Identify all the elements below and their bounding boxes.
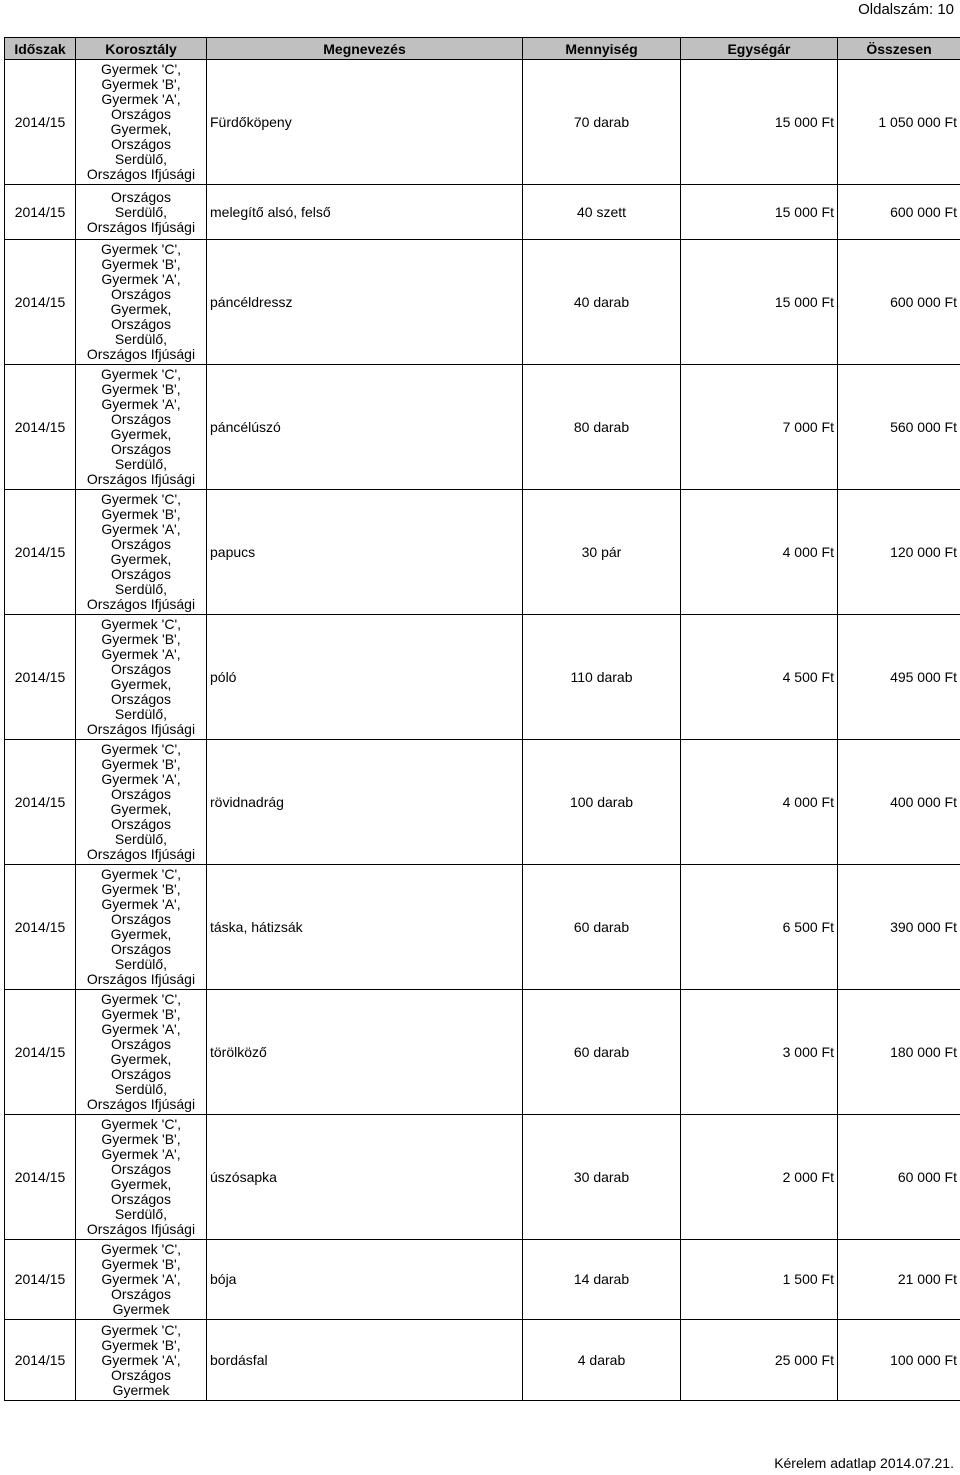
table-row xyxy=(5,365,960,490)
header-total: Összesen xyxy=(838,38,960,60)
age-group-line: Országos xyxy=(111,441,171,457)
total-cell: 100 000 Ft xyxy=(838,1320,960,1401)
table-row xyxy=(5,240,960,365)
age-group-line: Országos Ifjúsági xyxy=(86,1221,196,1237)
age-group-line: Országos Ifjúsági xyxy=(86,846,196,862)
unit-price-cell: 4 500 Ft xyxy=(681,615,838,740)
age-group-line: Gyermek 'A', xyxy=(101,1021,181,1037)
age-group-line: Gyermek, xyxy=(110,926,172,942)
age-group-line: Serdülő, xyxy=(114,456,168,472)
age-group-line: Gyermek 'C', xyxy=(100,1241,182,1257)
age-group-line: Országos xyxy=(111,136,171,152)
age-group-cell xyxy=(76,865,207,990)
total-cell: 400 000 Ft xyxy=(838,740,960,865)
age-group-line: Gyermek 'B', xyxy=(101,76,181,92)
table-row xyxy=(5,740,960,865)
quantity-cell: 4 darab xyxy=(523,1320,681,1401)
total-cell: 120 000 Ft xyxy=(838,490,960,615)
age-group-line: Gyermek 'A', xyxy=(101,771,181,787)
age-group-line: Gyermek 'B', xyxy=(101,506,181,522)
age-group-line: Serdülő, xyxy=(114,581,168,597)
quantity-cell: 40 szett xyxy=(523,185,681,240)
quantity-cell: 30 darab xyxy=(523,1115,681,1240)
age-group-line: Országos xyxy=(111,691,171,707)
header-period: Időszak xyxy=(5,38,76,60)
table-row xyxy=(5,60,960,185)
age-group-line: Gyermek xyxy=(112,1381,170,1398)
quantity-cell: 70 darab xyxy=(523,60,681,185)
age-group-line: Országos Ifjúsági xyxy=(86,596,196,612)
age-group-line: Országos xyxy=(111,911,171,927)
age-group-cell xyxy=(76,1115,207,1240)
age-group-line: Országos Ifjúsági xyxy=(86,971,196,987)
age-group-line: Gyermek 'C', xyxy=(100,741,182,757)
age-group-line: Gyermek 'A', xyxy=(101,1271,181,1287)
footer-text: Kérelem adatlap 2014.07.21. xyxy=(774,1455,954,1471)
age-group-cell xyxy=(76,490,207,615)
age-group-line: Gyermek 'A', xyxy=(101,271,181,287)
age-group-line: Gyermek 'C', xyxy=(100,616,182,632)
age-group-line: Országos xyxy=(111,1161,171,1177)
item-name-cell: papucs xyxy=(207,490,523,615)
age-group-line: Gyermek, xyxy=(110,801,172,817)
age-group-line: Gyermek 'C', xyxy=(100,366,182,382)
age-group-line: Országos Ifjúsági xyxy=(86,471,196,487)
age-group-line: Gyermek, xyxy=(110,121,172,137)
unit-price-cell: 4 000 Ft xyxy=(681,490,838,615)
total-cell: 180 000 Ft xyxy=(838,990,960,1115)
age-group-line: Országos xyxy=(111,1366,171,1383)
item-name-cell: törölköző xyxy=(207,990,523,1115)
age-group-line: Országos xyxy=(111,566,171,582)
total-cell: 60 000 Ft xyxy=(838,1115,960,1240)
table-row xyxy=(5,1115,960,1240)
header-item-name: Megnevezés xyxy=(207,38,523,60)
age-group-line: Gyermek 'B', xyxy=(101,1336,181,1353)
age-group-line: Serdülő, xyxy=(114,203,168,220)
age-group-line: Országos xyxy=(111,1066,171,1082)
header-unit-price: Egységár xyxy=(681,38,838,60)
age-group-line: Országos xyxy=(111,941,171,957)
table-row xyxy=(5,490,960,615)
header-age-group: Korosztály xyxy=(76,38,207,60)
age-group-line: Gyermek 'B', xyxy=(101,1006,181,1022)
header-quantity: Mennyiség xyxy=(523,38,681,60)
age-group-line: Serdülő, xyxy=(114,1206,168,1222)
total-cell: 560 000 Ft xyxy=(838,365,960,490)
period-cell: 2014/15 xyxy=(5,240,76,365)
item-name-cell: páncélúszó xyxy=(207,365,523,490)
table-row xyxy=(5,1320,960,1401)
age-group-cell xyxy=(76,1240,207,1320)
unit-price-cell: 2 000 Ft xyxy=(681,1115,838,1240)
age-group-line: Gyermek 'B', xyxy=(101,881,181,897)
period-cell: 2014/15 xyxy=(5,1320,76,1401)
age-group-line: Országos Ifjúsági xyxy=(86,166,196,182)
total-cell: 1 050 000 Ft xyxy=(838,60,960,185)
unit-price-cell: 4 000 Ft xyxy=(681,740,838,865)
period-cell: 2014/15 xyxy=(5,615,76,740)
age-group-line: Gyermek, xyxy=(110,551,172,567)
table-row xyxy=(5,185,960,240)
age-group-line: Gyermek 'B', xyxy=(101,381,181,397)
age-group-line: Gyermek 'A', xyxy=(101,896,181,912)
age-group-line: Gyermek, xyxy=(110,301,172,317)
age-group-line: Gyermek 'C', xyxy=(100,866,182,882)
period-cell: 2014/15 xyxy=(5,490,76,615)
period-cell: 2014/15 xyxy=(5,865,76,990)
item-name-cell: táska, hátizsák xyxy=(207,865,523,990)
age-group-cell xyxy=(76,60,207,185)
age-group-line: Gyermek, xyxy=(110,1051,172,1067)
age-group-line: Gyermek 'A', xyxy=(101,1146,181,1162)
age-group-line: Gyermek, xyxy=(110,676,172,692)
item-name-cell: bordásfal xyxy=(207,1320,523,1401)
age-group-line: Serdülő, xyxy=(114,956,168,972)
quantity-cell: 40 darab xyxy=(523,240,681,365)
age-group-line: Országos Ifjúsági xyxy=(86,1096,196,1112)
age-group-line: Országos Ifjúsági xyxy=(86,218,196,235)
period-cell: 2014/15 xyxy=(5,740,76,865)
age-group-line: Országos xyxy=(111,411,171,427)
unit-price-cell: 25 000 Ft xyxy=(681,1320,838,1401)
age-group-line: Serdülő, xyxy=(114,831,168,847)
total-cell: 21 000 Ft xyxy=(838,1240,960,1320)
unit-price-cell: 3 000 Ft xyxy=(681,990,838,1115)
age-group-line: Országos xyxy=(111,106,171,122)
age-group-cell xyxy=(76,240,207,365)
total-cell: 600 000 Ft xyxy=(838,240,960,365)
age-group-line: Gyermek 'B', xyxy=(101,756,181,772)
age-group-line: Országos xyxy=(111,786,171,802)
age-group-line: Gyermek 'B', xyxy=(101,1256,181,1272)
age-group-line: Országos xyxy=(111,188,171,205)
age-group-line: Gyermek 'C', xyxy=(100,991,182,1007)
total-cell: 495 000 Ft xyxy=(838,615,960,740)
age-group-line: Országos Ifjúsági xyxy=(86,346,196,362)
quantity-cell: 60 darab xyxy=(523,990,681,1115)
unit-price-cell: 6 500 Ft xyxy=(681,865,838,990)
item-name-cell: páncéldressz xyxy=(207,240,523,365)
item-name-cell: úszósapka xyxy=(207,1115,523,1240)
age-group-line: Serdülő, xyxy=(114,331,168,347)
age-group-line: Gyermek 'A', xyxy=(101,91,181,107)
quantity-cell: 60 darab xyxy=(523,865,681,990)
age-group-line: Országos xyxy=(111,816,171,832)
item-name-cell: Fürdőköpeny xyxy=(207,60,523,185)
equipment-table xyxy=(4,37,960,1401)
age-group-cell xyxy=(76,615,207,740)
age-group-line: Országos xyxy=(111,1036,171,1052)
period-cell: 2014/15 xyxy=(5,365,76,490)
age-group-line: Gyermek, xyxy=(110,1176,172,1192)
table-row xyxy=(5,615,960,740)
item-name-cell: póló xyxy=(207,615,523,740)
age-group-line: Országos xyxy=(111,286,171,302)
age-group-cell xyxy=(76,365,207,490)
age-group-line: Országos Ifjúsági xyxy=(86,721,196,737)
quantity-cell: 80 darab xyxy=(523,365,681,490)
age-group-line: Gyermek 'C', xyxy=(100,241,182,257)
unit-price-cell: 15 000 Ft xyxy=(681,60,838,185)
quantity-cell: 30 pár xyxy=(523,490,681,615)
unit-price-cell: 15 000 Ft xyxy=(681,185,838,240)
age-group-line: Gyermek 'C', xyxy=(100,491,182,507)
age-group-line: Gyermek 'C', xyxy=(100,61,182,77)
age-group-line: Gyermek 'A', xyxy=(101,521,181,537)
unit-price-cell: 7 000 Ft xyxy=(681,365,838,490)
age-group-line: Gyermek 'B', xyxy=(101,631,181,647)
age-group-line: Gyermek 'B', xyxy=(101,256,181,272)
age-group-line: Gyermek 'C', xyxy=(100,1116,182,1132)
period-cell: 2014/15 xyxy=(5,60,76,185)
quantity-cell: 110 darab xyxy=(523,615,681,740)
age-group-line: Országos xyxy=(111,1191,171,1207)
age-group-line: Országos xyxy=(111,316,171,332)
table-row xyxy=(5,990,960,1115)
age-group-line: Országos xyxy=(111,1286,171,1302)
period-cell: 2014/15 xyxy=(5,1115,76,1240)
total-cell: 600 000 Ft xyxy=(838,185,960,240)
item-name-cell: rövidnadrág xyxy=(207,740,523,865)
age-group-line: Országos xyxy=(111,536,171,552)
quantity-cell: 14 darab xyxy=(523,1240,681,1320)
age-group-line: Országos xyxy=(111,661,171,677)
unit-price-cell: 1 500 Ft xyxy=(681,1240,838,1320)
table-row xyxy=(5,865,960,990)
period-cell: 2014/15 xyxy=(5,1240,76,1320)
period-cell: 2014/15 xyxy=(5,185,76,240)
item-name-cell: bója xyxy=(207,1240,523,1320)
age-group-line: Serdülő, xyxy=(114,706,168,722)
age-group-line: Serdülő, xyxy=(114,1081,168,1097)
age-group-line: Gyermek 'A', xyxy=(101,1351,181,1368)
age-group-cell xyxy=(76,1320,207,1401)
age-group-line: Gyermek, xyxy=(110,426,172,442)
page-number: Oldalszám: 10 xyxy=(858,1,954,18)
unit-price-cell: 15 000 Ft xyxy=(681,240,838,365)
age-group-line: Gyermek xyxy=(112,1301,170,1317)
age-group-line: Gyermek 'B', xyxy=(101,1131,181,1147)
age-group-line: Serdülő, xyxy=(114,151,168,167)
age-group-cell xyxy=(76,740,207,865)
table-row xyxy=(5,1240,960,1320)
item-name-cell: melegítő alsó, felső xyxy=(207,185,523,240)
age-group-cell xyxy=(76,185,207,240)
age-group-line: Gyermek 'A', xyxy=(101,396,181,412)
age-group-line: Gyermek 'C', xyxy=(100,1321,182,1338)
total-cell: 390 000 Ft xyxy=(838,865,960,990)
age-group-line: Gyermek 'A', xyxy=(101,646,181,662)
period-cell: 2014/15 xyxy=(5,990,76,1115)
age-group-cell xyxy=(76,990,207,1115)
quantity-cell: 100 darab xyxy=(523,740,681,865)
table-header-row xyxy=(5,38,960,60)
